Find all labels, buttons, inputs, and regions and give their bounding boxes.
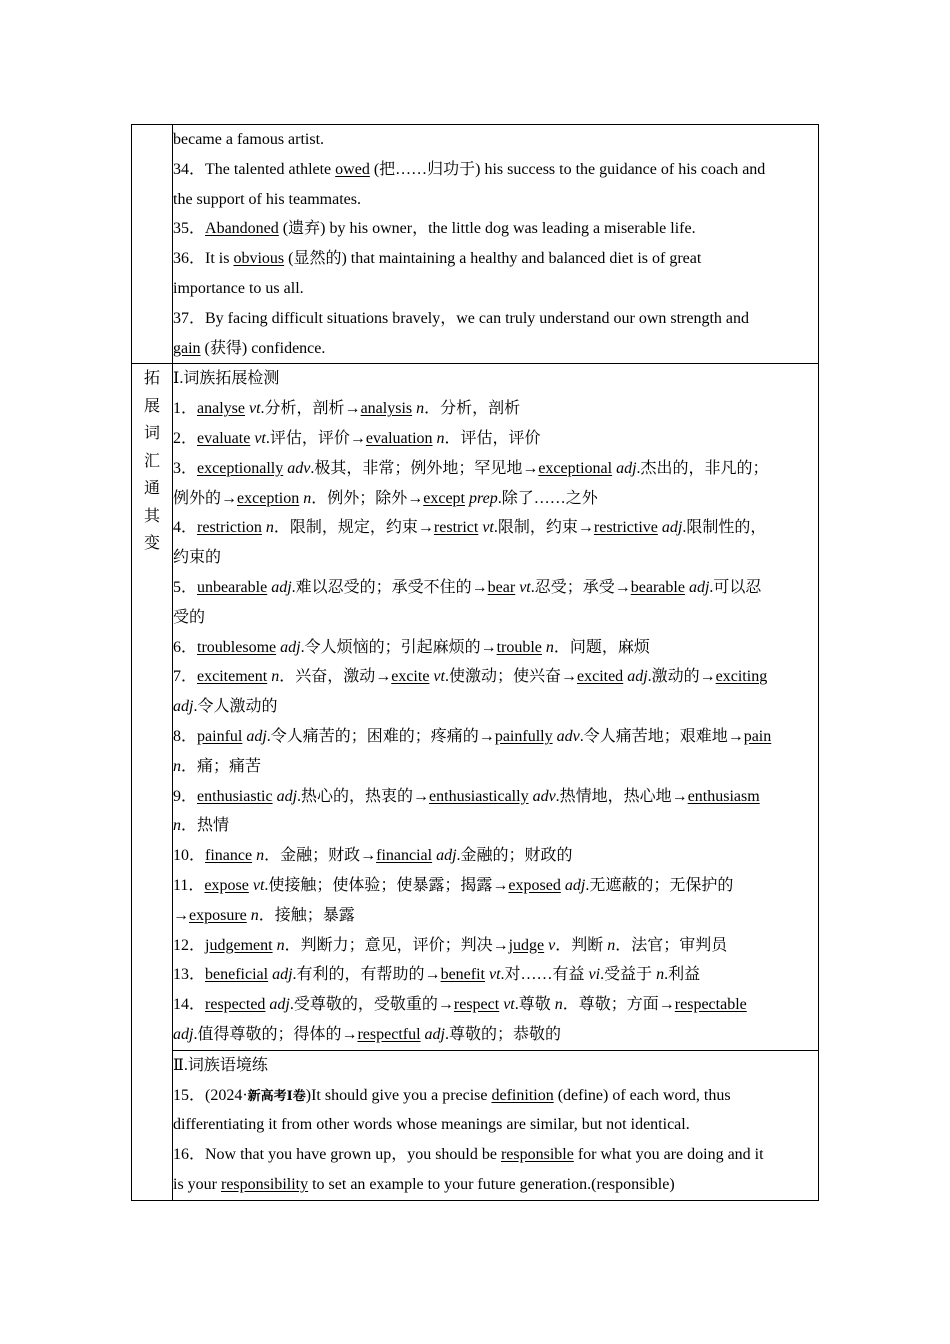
answer: responsibility xyxy=(221,1175,309,1193)
sentence-35: 35．Abandoned (遗弃) by his owner，the little dog was leading a miserable life. xyxy=(173,220,696,238)
answer: enthusiastic xyxy=(197,787,273,805)
item-6: 6．troublesome adj.令人烦恼的；引起麻烦的→trouble n．问题，麻烦 xyxy=(173,638,650,656)
answer-gain: gain xyxy=(173,339,201,357)
item-10: 10．finance n．金融；财政→financial adj.金融的；财政的 xyxy=(173,847,573,865)
answer: expose xyxy=(204,876,249,894)
side-char: 汇 xyxy=(143,452,160,470)
item-2: 2．evaluate vt.评估，评价→evaluation n．评估，评价 xyxy=(173,429,541,447)
answer: responsible xyxy=(500,1146,574,1164)
answer: bear xyxy=(487,578,516,596)
answer: restriction xyxy=(197,519,262,537)
side-label xyxy=(132,364,173,1200)
item-14: 14．respected adj.受尊敬的，受敬重的→respect vt.尊敬 n．尊敬；方面→respectable xyxy=(173,996,747,1014)
answer: evaluate xyxy=(197,429,251,447)
answer-obvious: obvious xyxy=(233,250,285,268)
answer: restrict xyxy=(433,519,479,537)
item-7-cont: adj.令人激动的 xyxy=(173,698,278,716)
item-3-cont: 例外的→exception n．例外；除外→except prep.除了……之外 xyxy=(173,489,598,507)
answer: trouble xyxy=(496,638,542,656)
side-char: 变 xyxy=(143,535,160,553)
item-7: 7．excitement n．兴奋，激动→excite vt.使激动；使兴奋→excited adj.激动的→exciting xyxy=(173,668,768,686)
answer: painfully xyxy=(494,727,553,745)
answer: painful xyxy=(197,727,243,745)
answer: excite xyxy=(391,668,430,686)
answer: respectful xyxy=(357,1025,421,1043)
answer: unbearable xyxy=(197,578,268,596)
answer: troublesome xyxy=(197,638,277,656)
vocabulary-table xyxy=(131,124,819,1201)
side-char: 通 xyxy=(143,480,160,498)
item-11: 11．expose vt.使接触；使体验；使暴露；揭露→exposed adj.无遮蔽的；无保护的 xyxy=(173,876,734,894)
answer: exception xyxy=(237,489,300,507)
row-sentence-completion xyxy=(132,125,819,364)
context-cell xyxy=(173,1050,819,1200)
side-char: 展 xyxy=(143,397,160,415)
answer: exciting xyxy=(715,668,768,686)
item-5: 5．unbearable adj.难以忍受的；承受不住的→bear vt.忍受；承受→bearable adj.可以忍 xyxy=(173,578,762,596)
side-char: 其 xyxy=(143,507,160,525)
word-family-cell xyxy=(173,364,819,1050)
item-12: 12．judgement n．判断力；意见，评价；判决→judge v．判断 n．法官；审判员 xyxy=(173,936,728,954)
answer: bearable xyxy=(630,578,685,596)
side-char: 词 xyxy=(143,425,160,443)
answer: exceptional xyxy=(538,459,613,477)
answer: judge xyxy=(508,936,545,954)
side-char: 拓 xyxy=(143,370,160,388)
row-word-family xyxy=(132,364,819,1050)
answer: respectable xyxy=(674,996,747,1014)
item-8-cont: n．痛；痛苦 xyxy=(173,757,262,775)
item-8: 8．painful adj.令人痛苦的；困难的；疼痛的→painfully adv.令人痛苦地；艰难地→pain xyxy=(173,727,772,745)
answer: judgement xyxy=(205,936,273,954)
answer: analyse xyxy=(197,400,245,418)
question-15: 15．(2024·新高考Ⅰ卷)It should give you a precise definition (define) of each word, thus xyxy=(173,1086,731,1104)
item-4: 4．restriction n．限制，规定，约束→restrict vt.限制，约束→restrictive adj.限制性的， xyxy=(173,519,767,537)
answer-abandoned: Abandoned xyxy=(205,220,279,238)
answer: evaluation xyxy=(365,429,433,447)
question-16: 16．Now that you have grown up，you should be responsible for what you are doing and it xyxy=(173,1146,764,1164)
answer: respected xyxy=(205,996,266,1014)
item-1: 1．analyse vt.分析，剖析→analysis n．分析，剖析 xyxy=(173,400,521,418)
item-4-cont: 约束的 xyxy=(173,549,222,567)
question-16-cont: is your responsibility to set an example to your future generation.(responsible) xyxy=(173,1175,675,1193)
sentence-line: importance to us all. xyxy=(173,279,304,297)
answer: finance xyxy=(205,847,253,865)
item-14-cont: adj.值得尊敬的；得体的→respectful adj.尊敬的；恭敬的 xyxy=(173,1025,562,1043)
answer: restrictive xyxy=(593,519,658,537)
answer: except xyxy=(423,489,465,507)
answer: excitement xyxy=(197,668,268,686)
sentence-line: became a famous artist. xyxy=(173,131,325,148)
item-13: 13．beneficial adj.有利的，有帮助的→benefit vt.对……有益 vi.受益于 n.利益 xyxy=(173,966,701,984)
item-3: 3．exceptionally adv.极其，非常；例外地；罕见地→exceptional adj.杰出的，非凡的； xyxy=(173,459,769,477)
answer: enthusiastically xyxy=(429,787,529,805)
item-5-cont: 受的 xyxy=(173,608,206,626)
sentence-34: 34．The talented athlete owed (把……归功于) his success to the guidance of his coach and xyxy=(173,160,766,178)
answer: enthusiasm xyxy=(687,787,760,805)
question-15-cont: differentiating it from other words whose meanings are similar, but not identical. xyxy=(173,1116,690,1134)
sentence-cell xyxy=(173,125,819,364)
answer: excited xyxy=(576,668,624,686)
item-9: 9．enthusiastic adj.热心的，热衷的→enthusiastically adv.热情地，热心地→enthusiasm xyxy=(173,787,760,805)
sentence-36: 36．It is obvious (显然的) that maintaining a healthy and balanced diet is of great xyxy=(173,250,702,268)
source-label: 新高考Ⅰ卷 xyxy=(247,1087,306,1103)
answer: beneficial xyxy=(205,966,269,984)
answer: exposed xyxy=(508,876,561,894)
answer: exceptionally xyxy=(197,459,284,477)
answer: respect xyxy=(453,996,500,1014)
item-11-cont: →exposure n．接触；暴露 xyxy=(173,906,355,924)
sentence-line: the support of his teammates. xyxy=(173,190,361,208)
answer: analysis xyxy=(360,400,413,418)
sentence-37-cont: gain (获得) confidence. xyxy=(173,339,326,357)
side-cell-empty xyxy=(132,125,173,364)
answer: exposure xyxy=(189,906,247,924)
row-context-practice xyxy=(132,1050,819,1200)
sentence-37: 37．By facing difficult situations bravely，we can truly understand our own strength and xyxy=(173,309,750,327)
answer: benefit xyxy=(440,966,485,984)
section-heading: Ⅰ.词族拓展检测 xyxy=(173,370,280,388)
answer-owed: owed xyxy=(335,160,370,178)
section-heading: Ⅱ.词族语境练 xyxy=(173,1056,268,1074)
answer: definition xyxy=(491,1086,554,1104)
answer: financial xyxy=(376,847,433,865)
item-9-cont: n．热情 xyxy=(173,817,230,835)
answer: pain xyxy=(743,727,772,745)
